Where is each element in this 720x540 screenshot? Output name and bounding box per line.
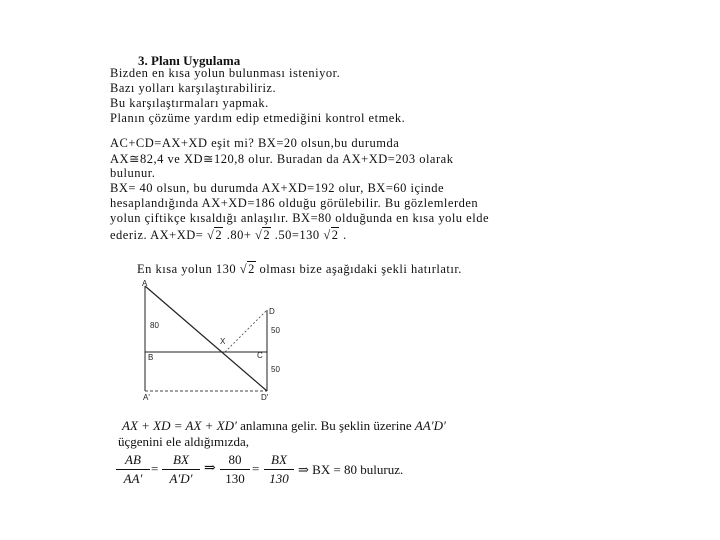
intro-line-3: Bu karşılaştırmaları yapmak. (110, 96, 269, 110)
label-d-prime: D' (261, 393, 269, 402)
conclusion-text: anlamına gelir. Bu şeklin üzerine (240, 418, 412, 433)
sqrt-3: √2 (323, 228, 339, 242)
result-pre: En kısa yolun 130 (137, 262, 237, 276)
fraction-bx-aprimedprime (162, 452, 200, 487)
fraction-1-num: AB (125, 452, 141, 467)
sqrt-2: √2 (255, 228, 271, 242)
analysis-line-7 (110, 228, 347, 243)
fraction-ab-aaprime (116, 452, 150, 487)
analysis-line-7-c: .50=130 (274, 228, 320, 242)
section-heading: 3. Planı Uygulama (138, 53, 241, 68)
result-post: olması bize aşağıdaki şekli hatırlatır. (259, 262, 462, 276)
result-sqrt: √2 (239, 262, 255, 276)
geometry-diagram (140, 278, 280, 402)
result-line (137, 262, 462, 277)
label-c: C (257, 351, 263, 360)
analysis-line-5: hesaplandığında AX+XD=186 olduğu görülebilir. Bu gözlemlerden (110, 196, 479, 210)
segment-a-dprime (145, 286, 267, 391)
final-result: ⇒ BX = 80 buluruz. (298, 462, 404, 477)
implies-1: ⇒ (204, 461, 216, 476)
analysis-line-7-b: .80+ (226, 228, 252, 242)
label-50-bottom: 50 (271, 365, 280, 374)
label-d: D (269, 307, 275, 316)
label-50-top: 50 (271, 326, 280, 335)
intro-line-2: Bazı yolları karşılaştırabiliriz. (110, 81, 277, 95)
fraction-bx-130 (264, 452, 294, 487)
analysis-line-4: BX= 40 olsun, bu durumda AX+XD=192 olur, BX=60 içinde (110, 181, 445, 195)
equals-2: = (252, 461, 260, 476)
label-b: B (148, 353, 154, 362)
label-a: A (142, 279, 148, 288)
fraction-1-den: AA′ (123, 471, 143, 486)
conclusion-line-1 (122, 418, 446, 434)
intro-line-1: Bizden en kısa yolun bulunması isteniyor. (110, 66, 341, 80)
fraction-1-bar (116, 469, 150, 470)
sqrt-1-arg: 2 (215, 228, 223, 242)
intro-line-4: Planın çözüme yardım edip etmediğini kontrol etmek. (110, 111, 406, 125)
fraction-4-bar (264, 469, 294, 470)
analysis-line-6: yolun çiftikçe kısaldığı anlaşılır. BX=80 olduğunda en kısa yolu elde (110, 211, 489, 225)
label-x: X (220, 337, 226, 346)
analysis-line-2: AX≅82,4 ve XD≅120,8 olur. Buradan da AX+XD=203 olarak (110, 152, 454, 166)
fraction-3-num: 80 (228, 452, 242, 467)
sqrt-2-arg: 2 (263, 228, 271, 242)
fraction-3-bar (220, 469, 250, 470)
equals-1: = (151, 461, 159, 476)
sqrt-3-arg: 2 (331, 228, 339, 242)
fraction-3-den: 130 (225, 471, 245, 486)
fraction-2-bar (162, 469, 200, 470)
analysis-line-1: AC+CD=AX+XD eşit mi? BX=20 olsun,bu durumda (110, 136, 400, 150)
label-a-prime: A' (143, 393, 150, 402)
conclusion-line-2: üçgenini ele aldığımızda, (118, 434, 250, 449)
fraction-2-den: A′D′ (169, 471, 193, 486)
fraction-4-num: BX (271, 452, 287, 467)
fraction-4-den: 130 (269, 471, 289, 486)
conclusion-triangle: AA′D′ (414, 418, 446, 433)
fraction-80-130 (220, 452, 250, 487)
sqrt-1: √2 (206, 228, 223, 242)
analysis-line-7-a: ederiz. AX+XD= (110, 228, 204, 242)
analysis-line-7-d: . (343, 228, 347, 242)
result-sqrt-arg: 2 (248, 262, 255, 276)
fraction-2-num: BX (173, 452, 189, 467)
analysis-line-3: bulunur. (110, 166, 156, 180)
segment-x-d (225, 310, 267, 352)
conclusion-math: AX + XD = AX + XD′ (122, 418, 237, 433)
label-80: 80 (150, 321, 159, 330)
